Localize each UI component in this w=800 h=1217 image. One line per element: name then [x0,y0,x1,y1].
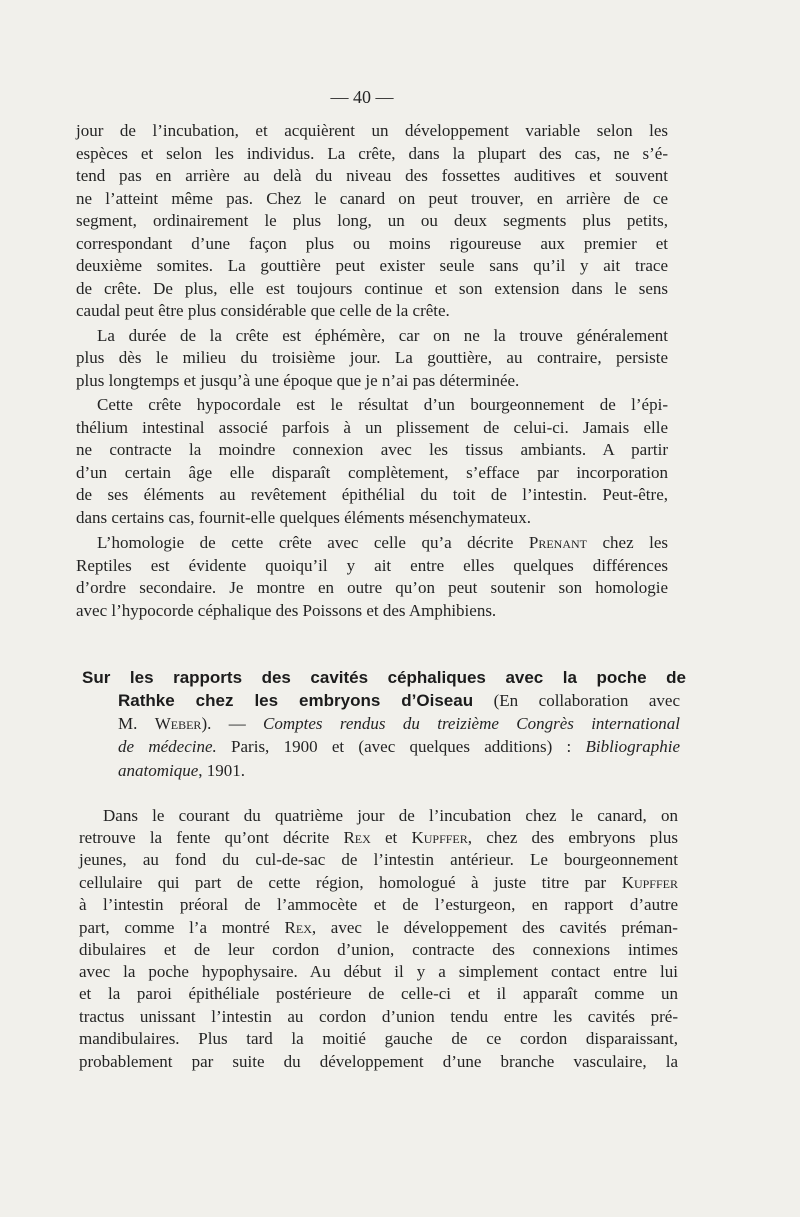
text-line: caudal peut être plus considérable que celle de la crête. [76,301,450,320]
text-line: d’ordre secondaire. Je montre en outre qu’on peut soutenir son homologie [76,578,668,597]
text-line: de crête. De plus, elle est toujours continue et son extension dans le sens [76,279,668,298]
text-segment: , avec le développement des cavités préman- [311,918,678,937]
text-line: jour de l’incubation, et acquièrent un développement variable selon les [76,121,668,140]
text-line [118,690,680,712]
text-line: Cette crête hypocordale est le résultat d’un bourgeonnement de l’épi- [97,395,668,414]
text-line: de ses éléments au revêtement épithélial du toit de l’intestin. Peut-être, [76,485,668,504]
text-segment: , chez des embryons plus [467,828,678,847]
text-segment: chez les [587,533,668,552]
text-line: dibulaires et de leur cordon d’union, contracte des connexions intimes [79,940,678,959]
text-segment: L’homologie de cette crête avec celle qu’a décrite [97,533,529,552]
text-line: ne l’atteint même pas. Chez le canard on peut trouver, en arrière de ce [76,189,668,208]
citation-text: ). — [201,714,264,733]
author-name: Rex [343,828,371,847]
citation-text: Paris, 1900 et (avec quelques additions) : [216,737,586,756]
text-line: dans certains cas, fournit-elle quelques éléments mésenchymateux. [76,508,532,527]
journal-title: Comptes rendus du treizième Congrès international [263,714,680,733]
text-line: probablement par suite du développement d’une branche vasculaire, la [79,1052,678,1071]
text-line: Reptiles est évidente quoiqu’il y ait entre elles quelques différences [76,556,668,575]
text-line: La durée de la crête est éphémère, car on ne la trouve généralement [97,326,668,345]
text-line [118,713,680,735]
text-line: espèces et selon les individus. La crête, dans la plupart des cas, ne s’é- [76,144,668,163]
text-line: avec la poche hypophysaire. Au début il y a simplement contact entre lui [79,962,678,981]
text-line: segment, ordinairement le plus long, un ou deux segments plus petits, [76,211,668,230]
text-line: d’un certain âge elle disparaît complètement, s’efface par incorporation [76,463,668,482]
journal-title: de médecine. [118,737,217,756]
text-line: à l’intestin préoral de l’ammocète et de l’esturgeon, en rapport d’autre [79,895,678,914]
text-line: deuxième somites. La gouttière peut exister seule sans qu’il y ait trace [76,256,668,275]
text-line: avec l’hypocorde céphalique des Poissons et des Amphibiens. [76,601,497,620]
text-line [118,760,680,782]
text-segment: part, comme l’a montré [79,918,285,937]
text-segment: cellulaire qui part de cette région, homologué à juste titre par [79,873,622,892]
text-line: et la paroi épithéliale postérieure de celle-ci et il apparaît comme un [79,984,678,1003]
author-name: Weber [154,714,202,733]
text-line [118,736,680,758]
text-line [79,917,678,939]
text-line: tractus unissant l’intestin au cordon d’union tendu entre les cavités pré- [79,1007,678,1026]
text-line: jeunes, au fond du cul-de-sac de l’intestin antérieur. Le bourgeonnement [79,850,678,869]
page-number: — 40 — [330,87,394,107]
text-line: thélium intestinal associé parfois à un plissement de celui-ci. Jamais elle [76,418,668,437]
author-name: Prenant [528,533,587,552]
author-name: Kupffer [411,828,468,847]
citation-text: , 1901. [198,761,246,780]
text-line [79,827,678,849]
text-line: ne contracte la moindre connexion avec les tissus ambiants. A partir [76,440,668,459]
author-name: Rex [284,918,312,937]
text-line [97,532,668,554]
journal-title: anatomique [118,761,199,780]
text-line: Dans le courant du quatrième jour de l’incubation chez le canard, on [103,806,678,825]
citation-text: M. [118,714,155,733]
text-line: mandibulaires. Plus tard la moitié gauche de ce cordon disparaissant, [79,1029,678,1048]
text-segment: retrouve la fente qu’ont décrite [79,828,344,847]
text-line [79,872,678,894]
text-line: plus longtemps et jusqu’à une époque que je n’ai pas déterminée. [76,371,520,390]
text-segment: et [370,828,412,847]
citation-text: (En collaboration avec [473,691,680,710]
author-name: Kupffer [621,873,678,892]
text-line: correspondant d’une façon plus ou moins rigoureuse aux premier et [76,234,668,253]
text-line: plus dès le milieu du troisième jour. La gouttière, au contraire, persiste [76,348,668,367]
heading-title-line: Sur les rapports des cavités céphaliques avec la poche de [82,668,686,687]
heading-title: Rathke chez les embryons d’Oiseau [118,691,474,710]
journal-title: Bibliographie [585,737,680,756]
text-line: tend pas en arrière au delà du niveau des fossettes auditives et souvent [76,166,668,185]
